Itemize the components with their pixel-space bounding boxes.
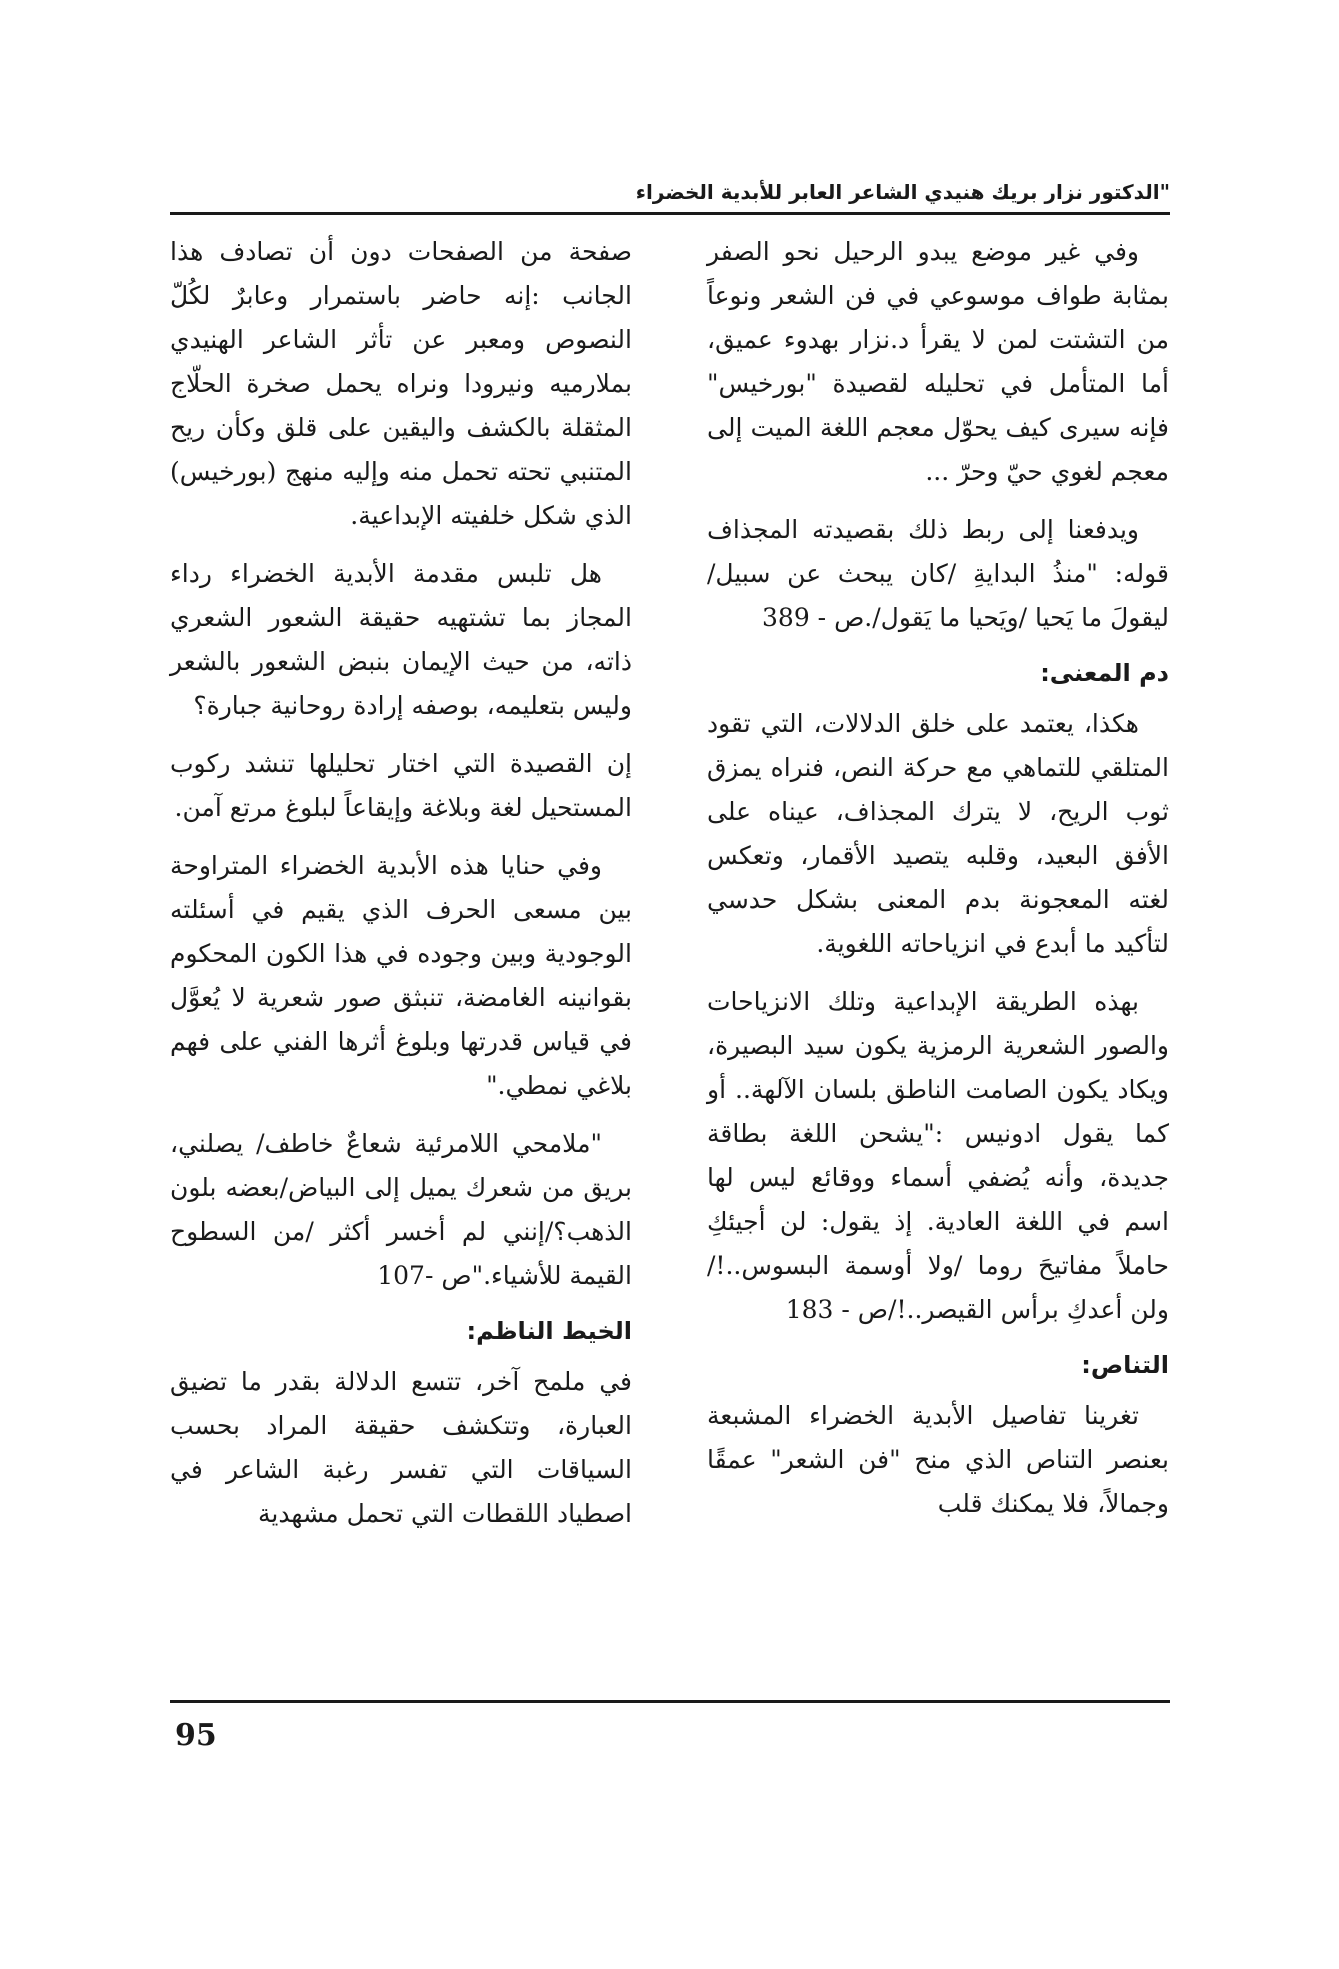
paragraph: وفي حنايا هذه الأبدية الخضراء المتراوحة بين مسعى الحرف الذي يقيم في أسئلته الوجودية وبين وجوده في هذا الكون المحكوم بقوانينه الغامضة، تنبثق صور شعرية لا يُعوَّل في قياس قدرتها وبلوغ أثرها الفني على فهم بلاغي نمطي." (170, 851, 632, 1100)
left-column (170, 230, 632, 1550)
running-header (170, 160, 1170, 215)
paragraph: ويدفعنا إلى ربط ذلك بقصيدته المجذاف قوله: "منذُ البدايةِ /كان يبحث عن سبيل/ ليقولَ ما يَحيا /ويَحيا ما يَقول/.ص - 389 (707, 515, 1169, 632)
paragraph: بهذه الطريقة الإبداعية وتلك الانزياحات والصور الشعرية الرمزية يكون سيد البصيرة، ويكاد يكون الصامت الناطق بلسان الآلهة.. أو كما يقول ادونيس :"يشحن اللغة بطاقة جديدة، وأنه يُضفي أسماء ووقائع ليس لها اسم في اللغة العادية. إذ يقول: لن أجيئكِ حاملاً مفاتيحَ روما /ولا أوسمة البسوس..!/ ولن أعدكِ برأس القيصر..!/ص - 183 (707, 987, 1169, 1324)
section-heading: الخيط الناظم: (466, 1317, 632, 1345)
footer-divider (170, 1700, 1170, 1703)
section-heading: التناص: (1081, 1351, 1169, 1379)
paragraph: إن القصيدة التي اختار تحليلها تنشد ركوب المستحيل لغة وبلاغة وإيقاعاً لبلوغ مرتع آمن. (170, 749, 632, 822)
paragraph: هكذا، يعتمد على خلق الدلالات، التي تقود المتلقي للتماهي مع حركة النص، فنراه يمزق ثوب الريح، لا يترك المجذاف، عيناه على الأفق البعيد، وقلبه يتصيد الأقمار، وتعكس لغته المعجونة بدم المعنى بشكل حدسي لتأكيد ما أبدع في انزياحاته اللغوية. (707, 709, 1169, 958)
paragraph: صفحة من الصفحات دون أن تصادف هذا الجانب :إنه حاضر باستمرار وعابرٌ لكُلّ النصوص ومعبر عن تأثر الشاعر الهنيدي بملارميه ونيرودا ونراه يحمل صخرة الحلّاج المثقلة بالكشف واليقين على قلق وكأن ريح المتنبي تحته تحمل منه وإليه منهج (بورخيس) الذي شكل خلفيته الإبداعية. (170, 237, 632, 530)
paragraph: وفي غير موضع يبدو الرحيل نحو الصفر بمثابة طواف موسوعي في فن الشعر ونوعاً من التشتت لمن لا يقرأ د.نزار بهدوء عميق، أما المتأمل في تحليله لقصيدة "بورخيس" فإنه سيرى كيف يحوّل معجم اللغة الميت إلى معجم لغوي حيّ وحرّ ... (707, 237, 1169, 486)
paragraph: في ملمح آخر، تتسع الدلالة بقدر ما تضيق العبارة، وتتكشف حقيقة المراد بحسب السياقات التي تفسر رغبة الشاعر في اصطياد اللقطات التي تحمل مشهدية (170, 1367, 632, 1528)
quoted-verse: "ملامحي اللامرئية شعاعٌ خاطف/ يصلني، بريق من شعرك يميل إلى البياض/بعضه بلون الذهب؟/إنني لم أخسر أكثر /من السطوح القيمة للأشياء."ص -107 (170, 1129, 632, 1290)
paragraph: هل تلبس مقدمة الأبدية الخضراء رداء المجاز بما تشتهيه حقيقة الشعور الشعري ذاته، من حيث الإيمان بنبض الشعور بالشعر وليس بتعليمه، بوصفه إرادة روحانية جبارة؟ (170, 559, 632, 720)
page-number: 95 (175, 1718, 217, 1753)
section-heading: دم المعنى: (1040, 659, 1169, 687)
header-title: "الدكتور نزار بريك هنيدي الشاعر العابر للأبدية الخضراء (635, 180, 1170, 204)
right-column (707, 230, 1169, 1540)
paragraph: تغرينا تفاصيل الأبدية الخضراء المشبعة بعنصر التناص الذي منح "فن الشعر" عمقًا وجمالاً، فلا يمكنك قلب (707, 1401, 1169, 1518)
